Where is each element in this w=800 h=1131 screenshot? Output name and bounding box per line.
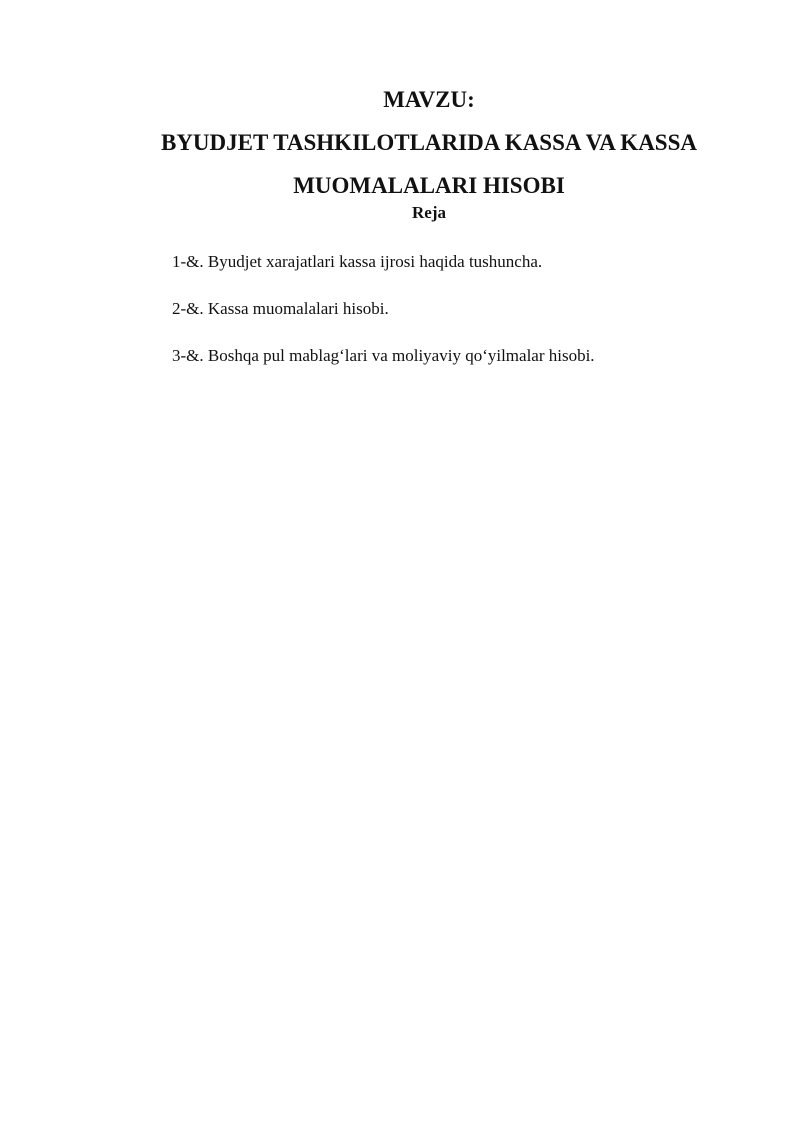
plan-item: 2-&. Kassa muomalalari hisobi. (172, 299, 389, 318)
plan-list (172, 250, 595, 391)
plan-heading: Reja (412, 203, 446, 222)
plan-item: 1-&. Byudjet xarajatlari kassa ijrosi haqida tushuncha. (172, 252, 543, 271)
title-line-1: BYUDJET TASHKILOTLARIDA KASSA VA KASSA (160, 130, 697, 155)
plan-item: 3-&. Boshqa pul mablag‘lari va moliyaviy qo‘yilmalar hisobi. (172, 346, 595, 365)
topic-label: MAVZU: (383, 87, 475, 112)
title-block (0, 78, 800, 207)
title-line-2: MUOMALALARI HISOBI (293, 173, 565, 198)
